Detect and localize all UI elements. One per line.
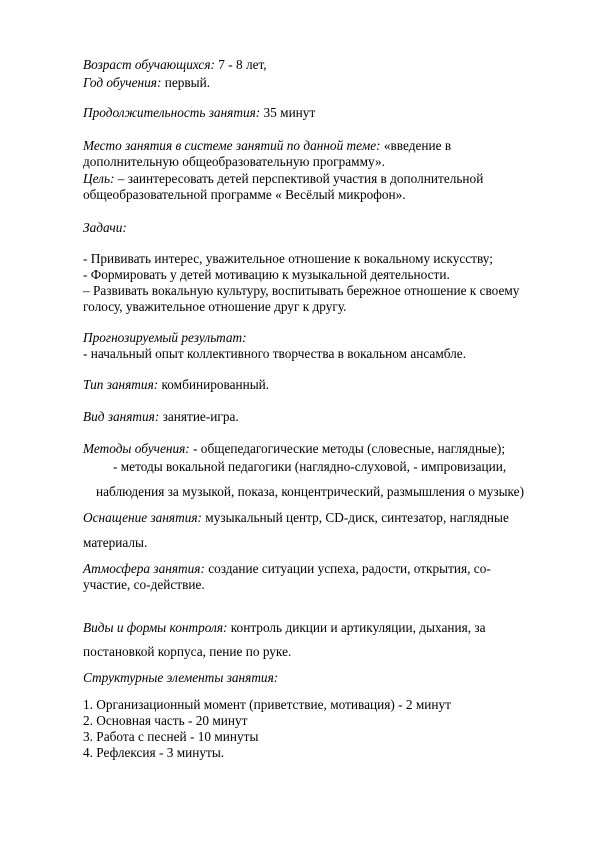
type-label: Тип занятия: (83, 377, 159, 392)
result-value: - начальный опыт коллективного творчества в вокальном ансамбле. (83, 346, 467, 361)
structure-item-1: 1. Организационный момент (приветствие, мотивация) - 2 минут (83, 697, 451, 712)
tasks-label: Задачи: (83, 220, 127, 235)
age-label: Возраст обучающихся: (83, 57, 215, 72)
atmosphere-line-2: участие, со-действие. (83, 577, 205, 592)
year-line (83, 75, 210, 91)
control-line-1 (83, 620, 486, 636)
methods-line-1 (83, 441, 505, 457)
tasks-item-1: - Прививать интерес, уважительное отношение к вокальному искусству; (83, 251, 493, 266)
goal-text-1: – заинтересовать детей перспективой участия в дополнительной (114, 171, 484, 186)
kind-line (83, 409, 239, 425)
control-line-2: постановкой корпуса, пение по руке. (83, 644, 292, 659)
type-value: комбинированный. (158, 377, 270, 392)
age-value: 7 - 8 лет, (214, 57, 267, 72)
equipment-line-1 (83, 510, 509, 526)
structure-item-3: 3. Работа с песней - 10 минуты (83, 729, 259, 744)
structure-item-4: 4. Рефлексия - 3 минуты. (83, 745, 225, 760)
year-value: первый. (161, 75, 211, 90)
equipment-label: Оснащение занятия: (83, 510, 202, 525)
structure-item-2: 2. Основная часть - 20 минут (83, 713, 248, 728)
tasks-item-4: голосу, уважительное отношение друг к другу. (83, 299, 347, 314)
year-label: Год обучения: (83, 75, 162, 90)
atmosphere-line-1 (83, 561, 491, 577)
age-line (83, 57, 267, 73)
duration-line (83, 105, 315, 121)
tasks-item-2: - Формировать у детей мотивацию к музыкальной деятельности. (83, 267, 450, 282)
duration-label: Продолжительность занятия: (83, 105, 261, 120)
structure-label: Структурные элементы занятия: (83, 670, 279, 685)
goal-line-1 (83, 171, 483, 187)
kind-label: Вид занятия: (83, 409, 160, 424)
methods-label: Методы обучения: (83, 441, 190, 456)
atmosphere-label: Атмосфера занятия: (83, 561, 205, 576)
tasks-item-3: – Развивать вокальную культуру, воспитывать бережное отношение к своему (83, 283, 520, 298)
type-line (83, 377, 269, 393)
kind-value: занятие-игра. (159, 409, 239, 424)
control-text-1: контроль дикции и артикуляции, дыхания, за (227, 620, 486, 635)
duration-value: 35 минут (260, 105, 316, 120)
control-label: Виды и формы контроля: (83, 620, 228, 635)
equipment-text-1: музыкальный центр, CD-диск, синтезатор, наглядные (201, 510, 509, 525)
equipment-line-2: материалы. (83, 535, 148, 550)
result-label: Прогнозируемый результат: (83, 330, 247, 345)
place-text-1: «введение в (380, 138, 452, 153)
methods-text-1: - общепедагогические методы (словесные, наглядные); (189, 441, 506, 456)
place-line-1 (83, 138, 451, 154)
methods-line-3: наблюдения за музыкой, показа, концентрический, размышления о музыке) (96, 484, 525, 499)
goal-label: Цель: (83, 171, 115, 186)
goal-line-2: общеобразовательной программе « Весёлый микрофон». (83, 187, 406, 202)
atmosphere-text-1: создание ситуации успеха, радости, открытия, со- (204, 561, 491, 576)
place-line-2: дополнительную общеобразовательную программу». (83, 154, 385, 169)
place-label: Место занятия в системе занятий по данной теме: (83, 138, 381, 153)
methods-line-2: - методы вокальной педагогики (наглядно-слуховой, - импровизации, (113, 459, 507, 474)
